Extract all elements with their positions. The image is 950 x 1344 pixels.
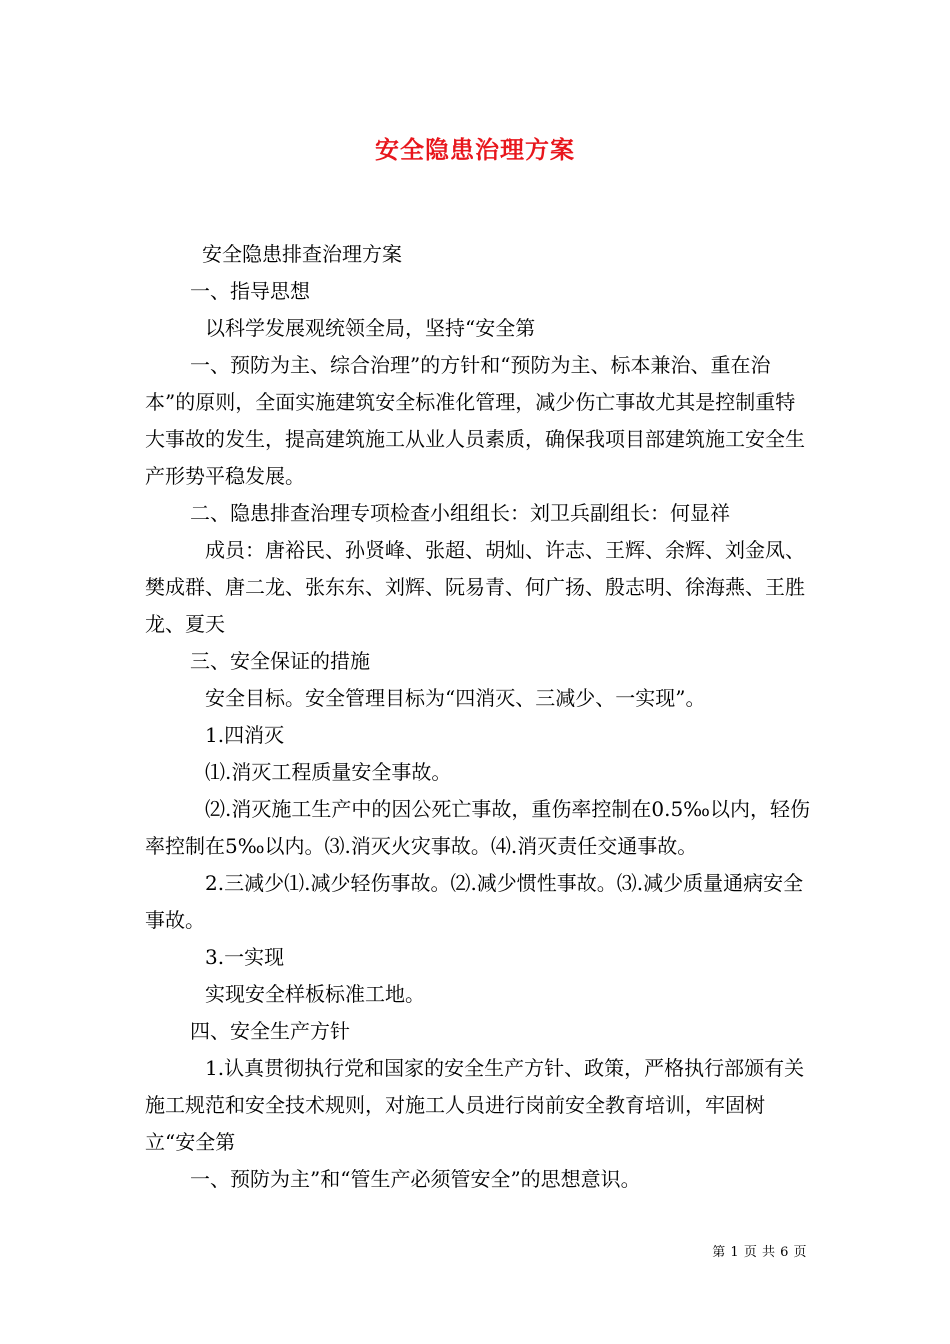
paragraph-guideline-body: 一、预防为主、综合治理”的方针和“预防为主、标本兼治、重在治本”的原则，全面实施建筑安全标准化管理，减少伤亡事故尤其是控制重特大事故的发生，提高建筑施工从业人员素质，确保我项目部建筑施工安全生产形势平稳发展。 (145, 353, 805, 488)
document-body (145, 236, 815, 1198)
paragraph-policy-1: 1.认真贯彻执行党和国家的安全生产方针、政策，严格执行部颁有关施工规范和安全技术规则，对施工人员进行岗前安全教育培训，牢固树立“安全第 (145, 1056, 805, 1154)
paragraph-heading: 安全隐患排查治理方案 (202, 242, 402, 266)
page-number: 第 1 页 共 6 页 (712, 1245, 807, 1260)
paragraph-realize-detail: 实现安全样板标准工地。 (205, 982, 425, 1006)
paragraph-section-4: 四、安全生产方针 (190, 1019, 350, 1043)
paragraph-four-eliminate: 1.四消灭 (205, 723, 285, 747)
paragraph-section-1: 一、指导思想 (190, 279, 310, 303)
paragraph-eliminate-2: ⑵.消灭施工生产中的因公死亡事故，重伤率控制在0.5‰以内，轻伤率控制在5‰以内。⑶.消灭火灾事故。⑷.消灭责任交通事故。 (145, 797, 810, 858)
paragraph-safety-goal: 安全目标。安全管理目标为“四消灭、三减少、一实现”。 (205, 686, 706, 710)
paragraph-section-3: 三、安全保证的措施 (190, 649, 370, 673)
paragraph-guideline-lead: 以科学发展观统领全局，坚持“安全第 (205, 316, 536, 340)
paragraph-three-reduce: 2.三减少⑴.减少轻伤事故。⑵.减少惯性事故。⑶.减少质量通病安全事故。 (145, 871, 804, 932)
paragraph-one-realize: 3.一实现 (205, 945, 285, 969)
paragraph-eliminate-1: ⑴.消灭工程质量安全事故。 (205, 760, 452, 784)
paragraph-members: 成员：唐裕民、孙贤峰、张超、胡灿、许志、王辉、余辉、刘金凤、樊成群、唐二龙、张东东、刘辉、阮易青、何广扬、殷志明、徐海燕、王胜龙、夏天 (145, 538, 805, 636)
paragraph-policy-1-cont: 一、预防为主”和“管生产必须管安全”的思想意识。 (190, 1167, 641, 1191)
paragraph-section-2: 二、隐患排查治理专项检查小组组长：刘卫兵副组长：何显祥 (190, 501, 730, 525)
document-title: 安全隐患治理方案 (375, 135, 575, 164)
